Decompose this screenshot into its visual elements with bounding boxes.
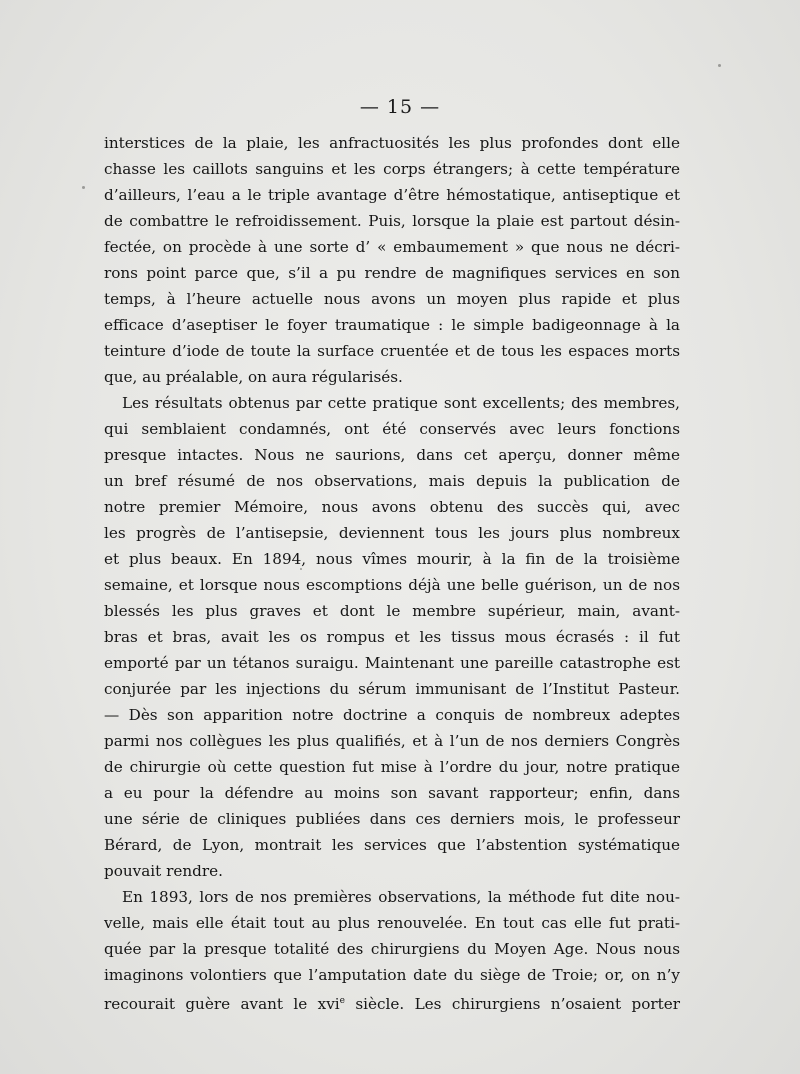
text-line: — Dès son apparition notre doctrine a conquis de nombreux adeptes xyxy=(104,706,680,724)
body-text xyxy=(104,130,680,1014)
text-line: Les résultats obtenus par cette pratique sont excellents; des membres, xyxy=(122,394,680,412)
text-line: recourait guère avant le xvi$^e$ siècle. Les chirurgiens n’osaient porter xyxy=(104,995,680,1014)
text-line: que, au préalable, on aura régularisés. xyxy=(104,368,403,386)
text-line: Bérard, de Lyon, montrait les services que l’abstention systématique xyxy=(104,836,680,854)
text-line: et plus beaux. En 1894, nous vîmes mourir, à la fin de la troisième xyxy=(104,550,680,568)
text-line: chasse les caillots sanguins et les corps étrangers; à cette température xyxy=(104,160,680,178)
text-line: presque intactes. Nous ne saurions, dans cet aperçu, donner même xyxy=(104,446,680,464)
text-line: de combattre le refroidissement. Puis, lorsque la plaie est partout désin- xyxy=(104,212,680,230)
text-line: les progrès de l’antisepsie, deviennent tous les jours plus nombreux xyxy=(104,524,680,542)
text-line: temps, à l’heure actuelle nous avons un moyen plus rapide et plus xyxy=(104,290,680,308)
text-line: une série de cliniques publiées dans ces derniers mois, le professeur xyxy=(104,810,680,828)
text-line: parmi nos collègues les plus qualifiés, et à l’un de nos derniers Congrès xyxy=(104,732,680,750)
text-line: interstices de la plaie, les anfractuosités les plus profondes dont elle xyxy=(104,134,680,152)
print-speck xyxy=(82,186,85,189)
text-line: semaine, et lorsque nous escomptions déjà une belle guérison, un de nos xyxy=(104,576,680,594)
text-line: velle, mais elle était tout au plus renouvelée. En tout cas elle fut prati- xyxy=(104,914,680,932)
text-line: blessés les plus graves et dont le membre supérieur, main, avant- xyxy=(104,602,680,620)
text-line: efficace d’aseptiser le foyer traumatique : le simple badigeonnage à la xyxy=(104,316,680,334)
text-line: emporté par un tétanos suraigu. Maintenant une pareille catastrophe est xyxy=(104,654,680,672)
text-line: notre premier Mémoire, nous avons obtenu des succès qui, avec xyxy=(104,498,680,516)
text-line: un bref résumé de nos observations, mais depuis la publication de xyxy=(104,472,680,490)
text-line: fectée, on procède à une sorte d’ « embaumement » que nous ne décri- xyxy=(104,238,680,256)
text-line: rons point parce que, s’il a pu rendre de magnifiques services en son xyxy=(104,264,680,282)
print-speck xyxy=(718,64,721,67)
text-line: pouvait rendre. xyxy=(104,862,223,880)
text-line: de chirurgie où cette question fut mise à l’ordre du jour, notre pratique xyxy=(104,758,680,776)
text-line: teinture d’iode de toute la surface cruentée et de tous les espaces morts xyxy=(104,342,680,360)
text-line: a eu pour la défendre au moins son savant rapporteur; enfin, dans xyxy=(104,784,680,802)
text-line: bras et bras, avait les os rompus et les tissus mous écrasés : il fut xyxy=(104,628,680,646)
page-number: — 15 — xyxy=(359,96,441,118)
text-line: imaginons volontiers que l’amputation date du siège de Troie; or, on n’y xyxy=(104,966,680,984)
text-line: qui semblaient condamnés, ont été conservés avec leurs fonctions xyxy=(104,420,680,438)
text-line: quée par la presque totalité des chirurgiens du Moyen Age. Nous nous xyxy=(104,940,680,958)
print-speck xyxy=(300,568,302,570)
text-line: d’ailleurs, l’eau a le triple avantage d’être hémostatique, antiseptique et xyxy=(104,186,680,204)
text-line: En 1893, lors de nos premières observations, la méthode fut dite nou- xyxy=(122,888,680,906)
text-line: conjurée par les injections du sérum immunisant de l’Institut Pasteur. xyxy=(104,680,680,698)
